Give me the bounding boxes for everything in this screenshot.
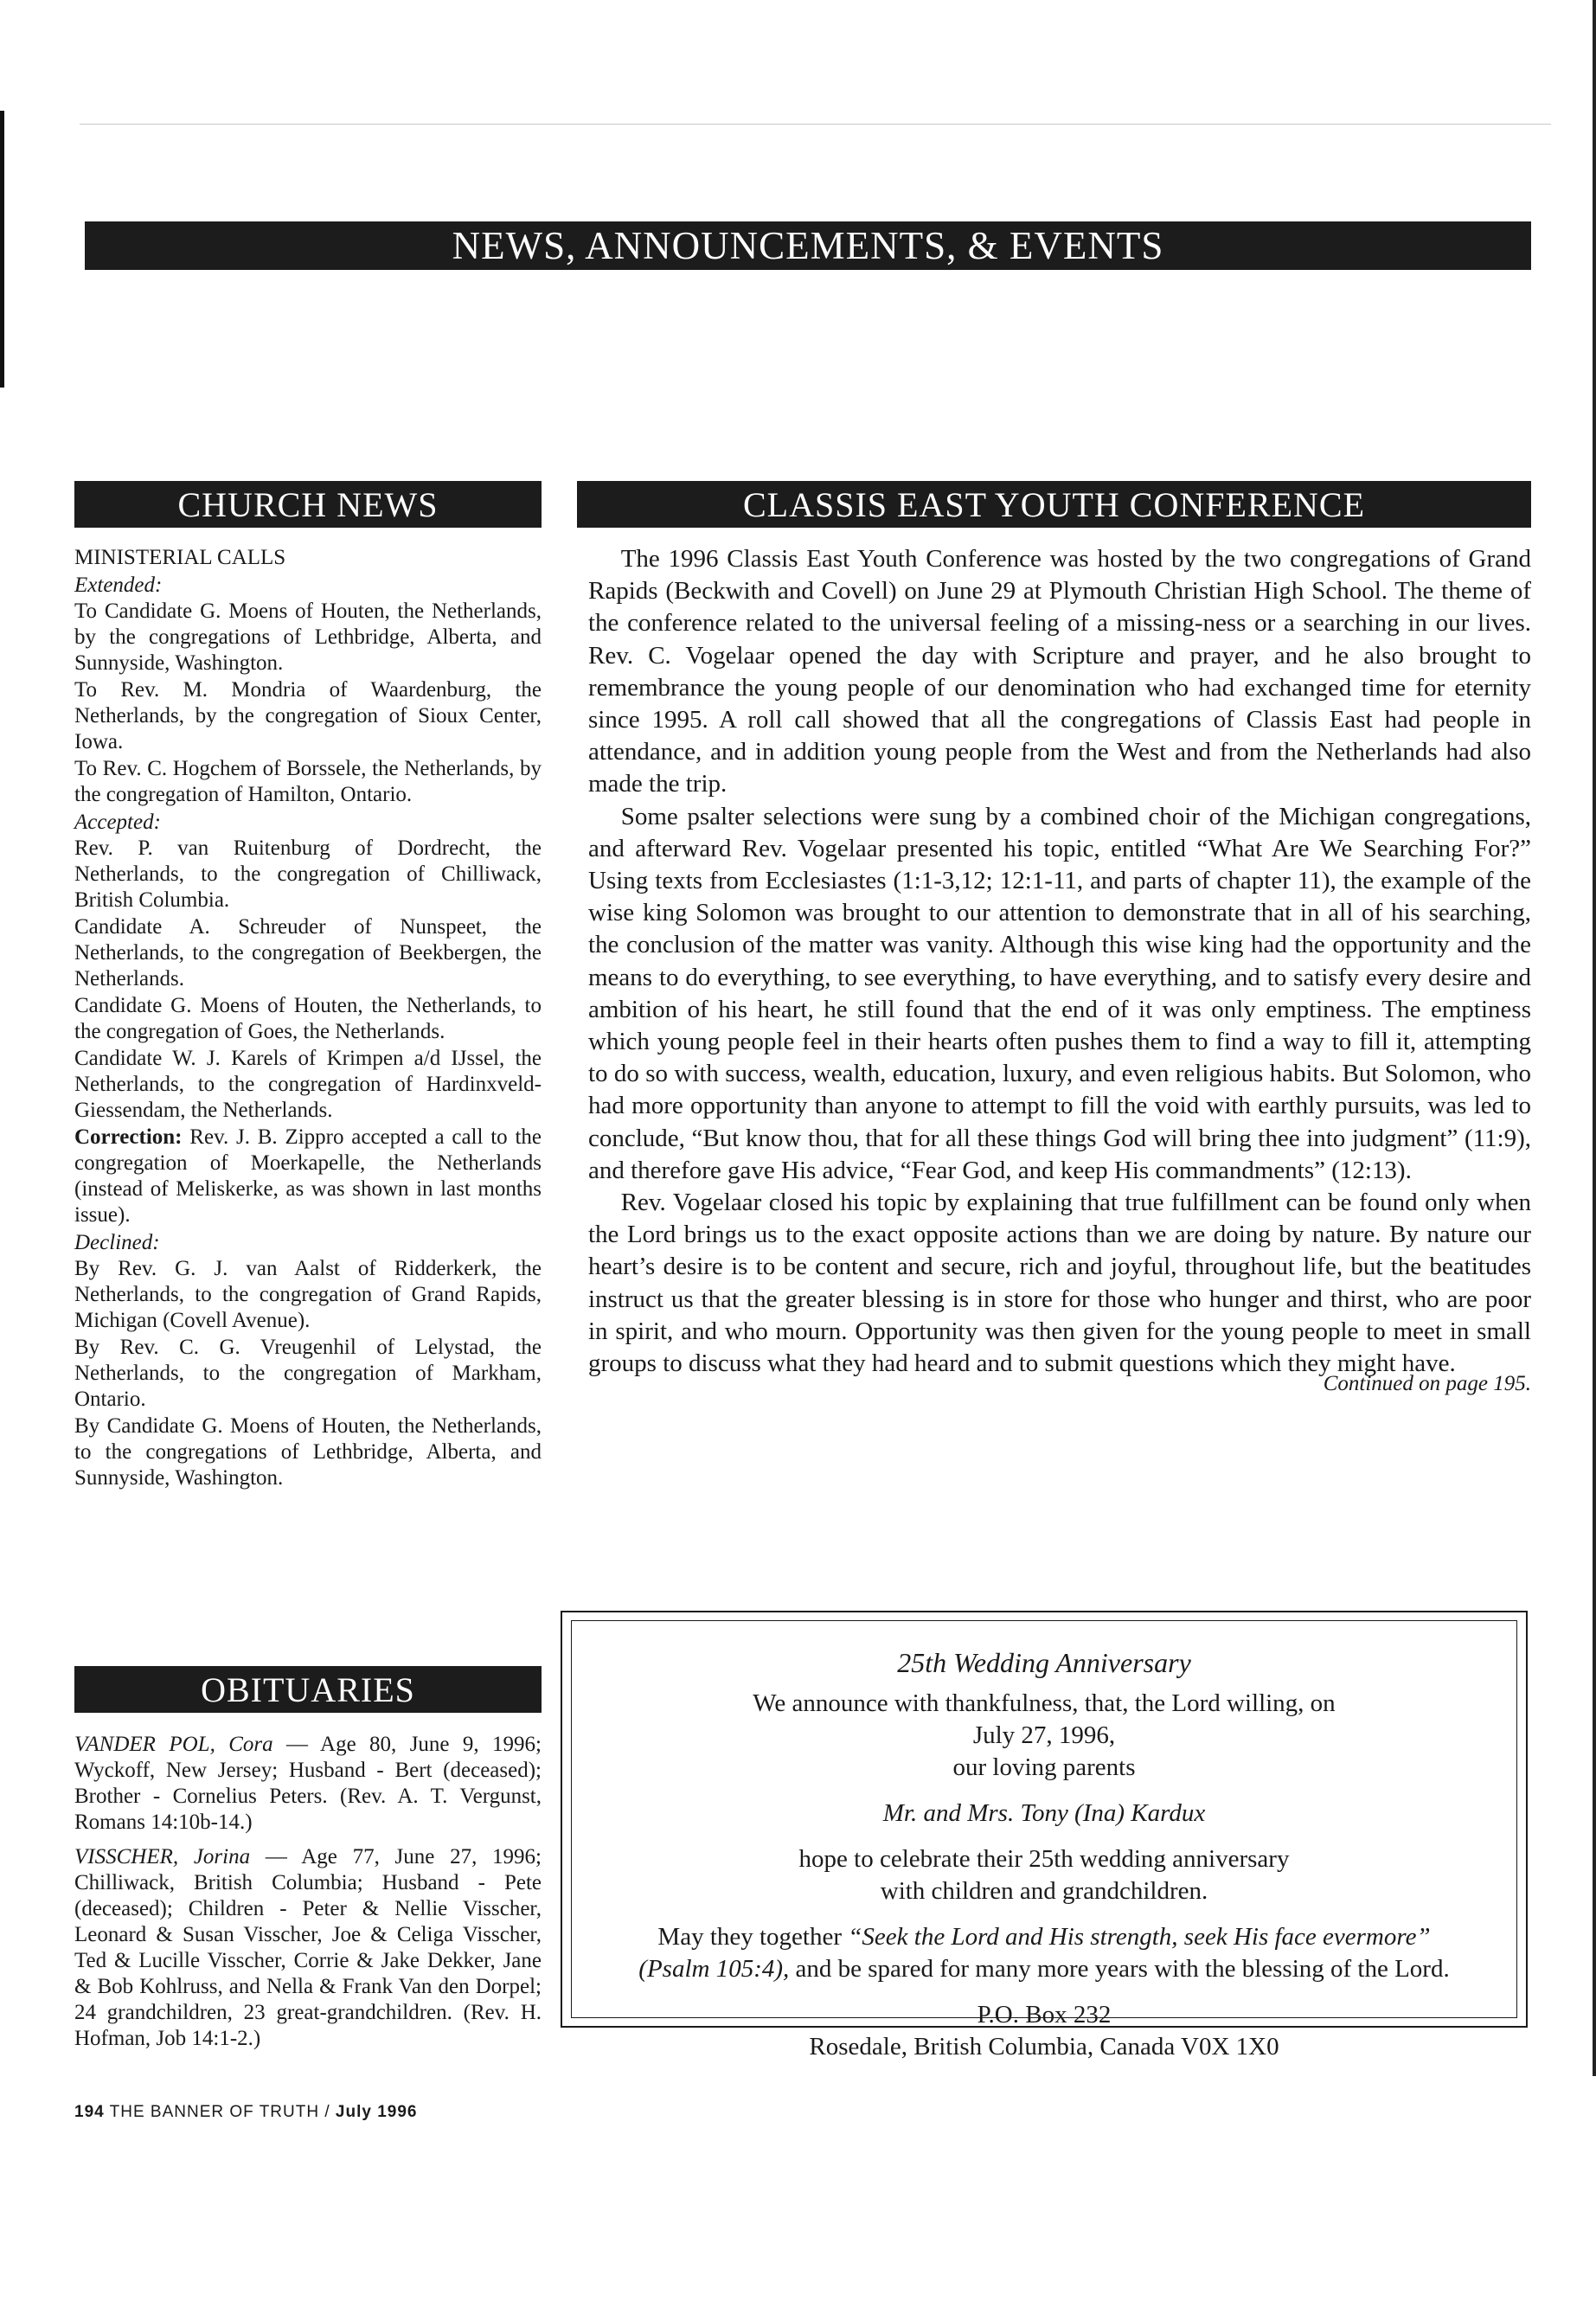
anniversary-verse <box>572 1921 1516 1985</box>
extended-item: To Rev. M. Mondria of Waardenburg, the Netherlands, by the congregation of Sioux Center, Iowa. <box>74 678 542 753</box>
correction-label: Correction: <box>74 1125 183 1149</box>
page-number: 194 <box>74 2103 105 2121</box>
church-news-column <box>74 545 542 1492</box>
classis-article <box>588 543 1531 1397</box>
accepted-label: Accepted: <box>74 811 161 834</box>
article-paragraph: Rev. Vogelaar closed his topic by explaining that true fulfillment can be found only when the Lord brings us to the exact opposite actions than we are doing by nature. By nature our heart’s desire is to be content and secure, rich and joyful, throughout life, but the beatitudes instruct us that the greater blessing is in store for those who hunger and thirst, who are poor in spirit, and who mourn. Opportunity was then given for the young people to meet in small groups to discuss what they had heard and to submit questions which they might have. <box>588 1189 1531 1378</box>
scan-edge-right <box>1593 0 1596 2076</box>
obituary-entry <box>74 1732 542 1836</box>
continued-note: Continued on page 195. <box>1323 1372 1531 1396</box>
declined-item: By Candidate G. Moens of Houten, the Netherlands, to the congregations of Lethbridge, Alberta, and Sunnyside, Washington. <box>74 1414 542 1490</box>
anniversary-inner-frame <box>571 1620 1517 2061</box>
address-line: P.O. Box 232 <box>977 2001 1112 2029</box>
classis-heading: CLASSIS EAST YOUTH CONFERENCE <box>577 481 1531 528</box>
obituaries-heading: OBITUARIES <box>74 1666 542 1713</box>
extended-item: To Candidate G. Moens of Houten, the Netherlands, by the congregations of Lethbridge, Alberta, and Sunnyside, Washington. <box>74 599 542 675</box>
address-line: Rosedale, British Columbia, Canada V0X 1X0 <box>809 2033 1279 2061</box>
correction-text: Rev. J. B. Zippro accepted a call to the congregation of Moerkapelle, the Netherlands (instead of Meliskerke, as was shown in last months issue). <box>74 1125 542 1227</box>
accepted-item: Candidate W. J. Karels of Krimpen a/d IJssel, the Netherlands, to the congregation of Hardinxveld-Giessendam, the Netherlands. <box>74 1047 542 1122</box>
declined-item: By Rev. G. J. van Aalst of Ridderkerk, the Netherlands, to the congregation of Grand Rapids, Michigan (Covell Avenue). <box>74 1257 542 1332</box>
anniversary-couple: Mr. and Mrs. Tony (Ina) Kardux <box>882 1799 1206 1827</box>
ministerial-calls-heading: MINISTERIAL CALLS <box>74 546 286 569</box>
verse-intro: May they together <box>657 1923 849 1951</box>
obituary-text: — Age 77, June 27, 1996; Chilliwack, British Columbia; Husband - Pete (deceased); Children - Peter & Nellie Visscher, Leonard & Susan Visscher, Joe & Celiga Visscher, Ted & Lucille Visscher, Corrie & Jake Dekker, Jane & Bob Kohlruss, and Nella & Frank Van den Dorpel; 24 grandchildren, 23 great-grandchildren. (Rev. H. Hofman, Job 14:1-2.) <box>74 1845 542 2050</box>
obituary-name: VISSCHER, Jorina <box>74 1845 251 1868</box>
anniversary-line: hope to celebrate their 25th wedding anniversary <box>798 1845 1290 1873</box>
issue-date: July 1996 <box>335 2103 418 2121</box>
accepted-item: Rev. P. van Ruitenburg of Dordrecht, the Netherlands, to the congregation of Chilliwack, British Columbia. <box>74 836 542 912</box>
publication-name: THE BANNER OF TRUTH / <box>109 2103 330 2121</box>
anniversary-box <box>561 1611 1528 2061</box>
extended-item: To Rev. C. Hogchem of Borssele, the Netherlands, by the congregation of Hamilton, Ontario. <box>74 757 542 806</box>
obituary-text: — Age 80, June 9, 1996; Wyckoff, New Jersey; Husband - Bert (deceased); Brother - Cornelius Peters. (Rev. A. T. Vergunst, Romans 14:10b-14.) <box>74 1733 542 1834</box>
obituary-entry <box>74 1844 542 2052</box>
church-news-heading: CHURCH NEWS <box>74 481 542 528</box>
accepted-item: Candidate A. Schreuder of Nunspeet, the Netherlands, to the congregation of Beekbergen, the Netherlands. <box>74 915 542 990</box>
extended-label: Extended: <box>74 574 163 597</box>
anniversary-line: with children and grandchildren. <box>880 1877 1208 1905</box>
anniversary-line: our loving parents <box>952 1753 1136 1781</box>
accepted-item: Candidate G. Moens of Houten, the Netherlands, to the congregation of Goes, the Netherlands. <box>74 994 542 1043</box>
verse-quote: “Seek the Lord and His strength, seek His face evermore” <box>848 1923 1431 1951</box>
correction-item <box>74 1125 542 1228</box>
anniversary-line: We announce with thankfulness, that, the Lord willing, on <box>753 1689 1336 1717</box>
top-rule <box>80 124 1551 125</box>
article-paragraph: Some psalter selections were sung by a combined choir of the Michigan congregations, and afterward Rev. Vogelaar presented his topic, entitled “What Are We Searching For?” Using texts from Ecclesiastes (1:1-3,12; 12:1-11, and parts of chapter 11), the example of the wise king Solomon was brought to our attention to demonstrate that in all of his searching, the conclusion of the matter was vanity. Although this wise king had the opportunity and the means to do everything, to see everything, to have everything, and to satisfy every desire and ambition of his heart, he still found that the end of it was only emptiness. The emptiness which young people feel in their hearts often pushes them to find a way to fill it, attempting to do so with success, wealth, education, luxury, and even religious habits. But Solomon, who had more opportunity than anyone to attempt to fill the void with earthly pursuits, was led to conclude, “But know thou, that for all these things God will bring thee into judgment” (11:9), and therefore gave His advice, “Fear God, and keep His commandments” (12:13). <box>588 802 1531 1184</box>
scan-edge-left <box>0 111 4 388</box>
obituaries-list <box>74 1732 542 2061</box>
page-title: NEWS, ANNOUNCEMENTS, & EVENTS <box>85 221 1531 270</box>
declined-item: By Rev. C. G. Vreugenhil of Lelystad, the Netherlands, to the congregation of Markham, Ontario. <box>74 1336 542 1411</box>
verse-reference: (Psalm 105:4), <box>638 1955 790 1983</box>
page-footer <box>74 2103 418 2122</box>
anniversary-date: July 27, 1996, <box>972 1721 1116 1749</box>
verse-end: and be spared for many more years with the blessing of the Lord. <box>789 1955 1450 1983</box>
obituary-name: VANDER POL, Cora <box>74 1733 273 1756</box>
article-paragraph: The 1996 Classis East Youth Conference was hosted by the two congregations of Grand Rapids (Beckwith and Covell) on June 29 at Plymouth Christian High School. The theme of the conference related to the universal feeling of a missing-ness or a searching in our lives. Rev. C. Vogelaar opened the day with Scripture and prayer, and he also brought to remembrance the young people of our denomination who had exchanged time for eternity since 1995. A roll call showed that all the congregations of Classis East had people in attendance, and in addition young people from the West and from the Netherlands had also made the trip. <box>588 545 1531 798</box>
anniversary-title: 25th Wedding Anniversary <box>897 1647 1191 1678</box>
declined-label: Declined: <box>74 1231 160 1254</box>
